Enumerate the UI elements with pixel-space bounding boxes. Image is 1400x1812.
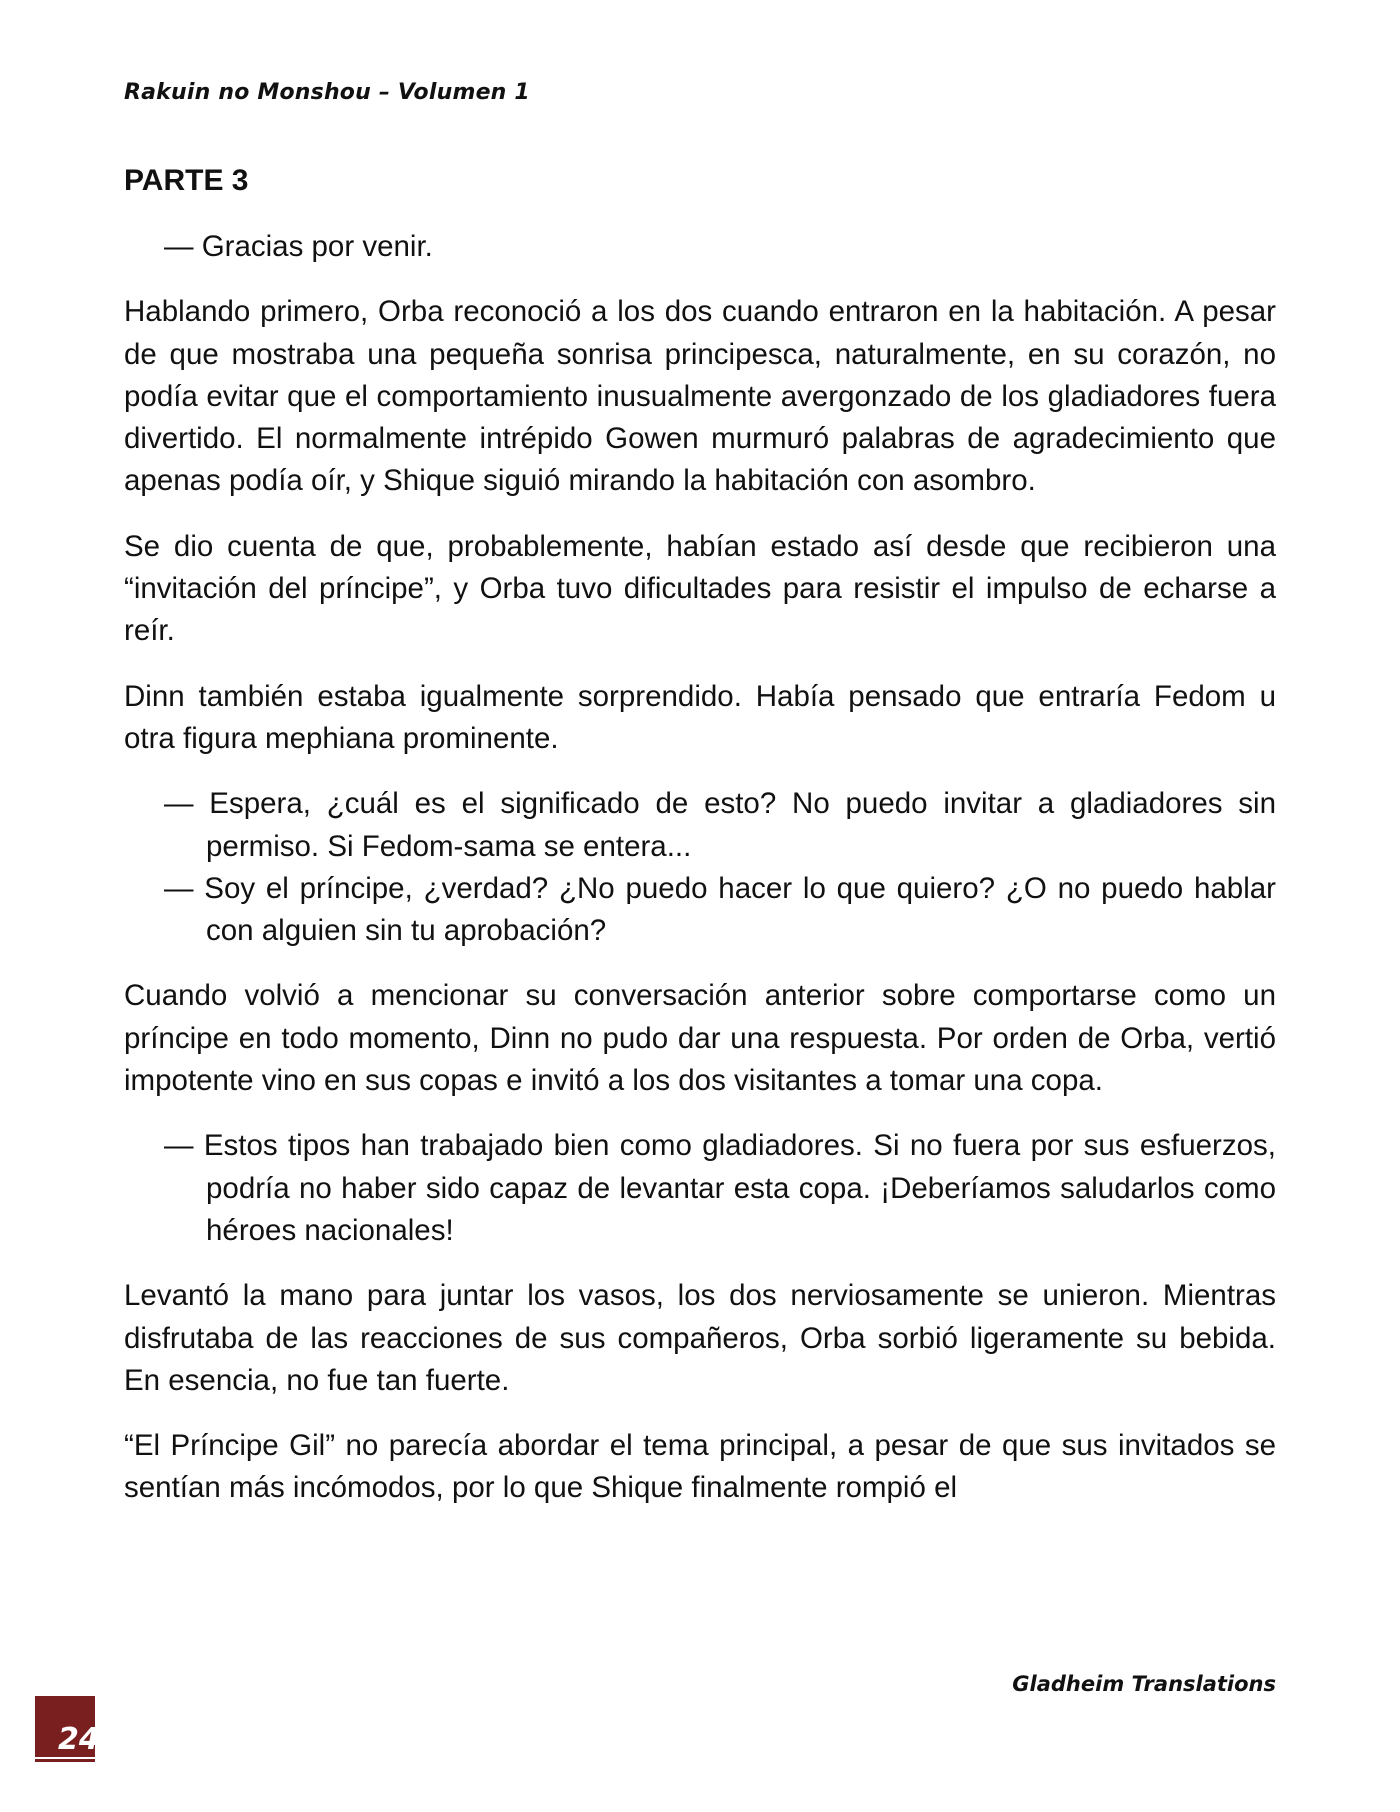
paragraph: Dinn también estaba igualmente sorprendido. Había pensado que entraría Fedom u otra figura mephiana prominente. <box>124 679 1276 755</box>
dialogue-line: — Estos tipos han trabajado bien como gladiadores. Si no fuera por sus esfuerzos, podría no haber sido capaz de levantar esta copa. ¡Deberíamos saludarlos como héroes nacionales! <box>164 1129 1276 1247</box>
page-number-underline <box>35 1757 95 1759</box>
paragraph: Cuando volvió a mencionar su conversación anterior sobre comportarse como un príncipe en todo momento, Dinn no pudo dar una respuesta. Por orden de Orba, vertió impotente vino en sus copas e invitó a los dos visitantes a tomar una copa. <box>124 979 1276 1098</box>
footer-credit: Gladheim Translations <box>1012 1672 1276 1696</box>
dialogue-line: — Soy el príncipe, ¿verdad? ¿No puedo hacer lo que quiero? ¿O no puedo hablar con alguien sin tu aprobación? <box>164 871 1276 948</box>
running-header-title: Rakuin no Monshou – Volumen 1 <box>124 80 530 105</box>
paragraph: “El Príncipe Gil” no parecía abordar el tema principal, a pesar de que sus invitados se sentían más incómodos, por lo que Shique finalmente rompió el <box>124 1429 1276 1505</box>
dialogue-line: — Espera, ¿cuál es el significado de esto? No puedo invitar a gladiadores sin permiso. Si Fedom-sama se entera... <box>164 787 1276 863</box>
page-number: 24 <box>58 1722 100 1757</box>
paragraph: Se dio cuenta de que, probablemente, habían estado así desde que recibieron una “invitación del príncipe”, y Orba tuvo dificultades para resistir el impulso de echarse a reír. <box>124 529 1276 648</box>
page-body <box>124 160 1276 1533</box>
paragraph: Hablando primero, Orba reconoció a los dos cuando entraron en la habitación. A pesar de que mostraba una pequeña sonrisa principesca, naturalmente, en su corazón, no podía evitar que el comportamiento inusualmente avergonzado de los gladiadores fuera divertido. El normalmente intrépido Gowen murmuró palabras de agradecimiento que apenas podía oír, y Shique siguió mirando la habitación con asombro. <box>124 295 1276 498</box>
paragraph: Levantó la mano para juntar los vasos, los dos nerviosamente se unieron. Mientras disfrutaba de las reacciones de sus compañeros, Orba sorbió ligeramente su bebida. En esencia, no fue tan fuerte. <box>124 1279 1276 1397</box>
dialogue-group <box>124 1125 1276 1252</box>
dialogue-line: — Gracias por venir. <box>164 230 433 263</box>
dialogue-group <box>124 783 1276 952</box>
section-heading: PARTE 3 <box>124 164 249 197</box>
